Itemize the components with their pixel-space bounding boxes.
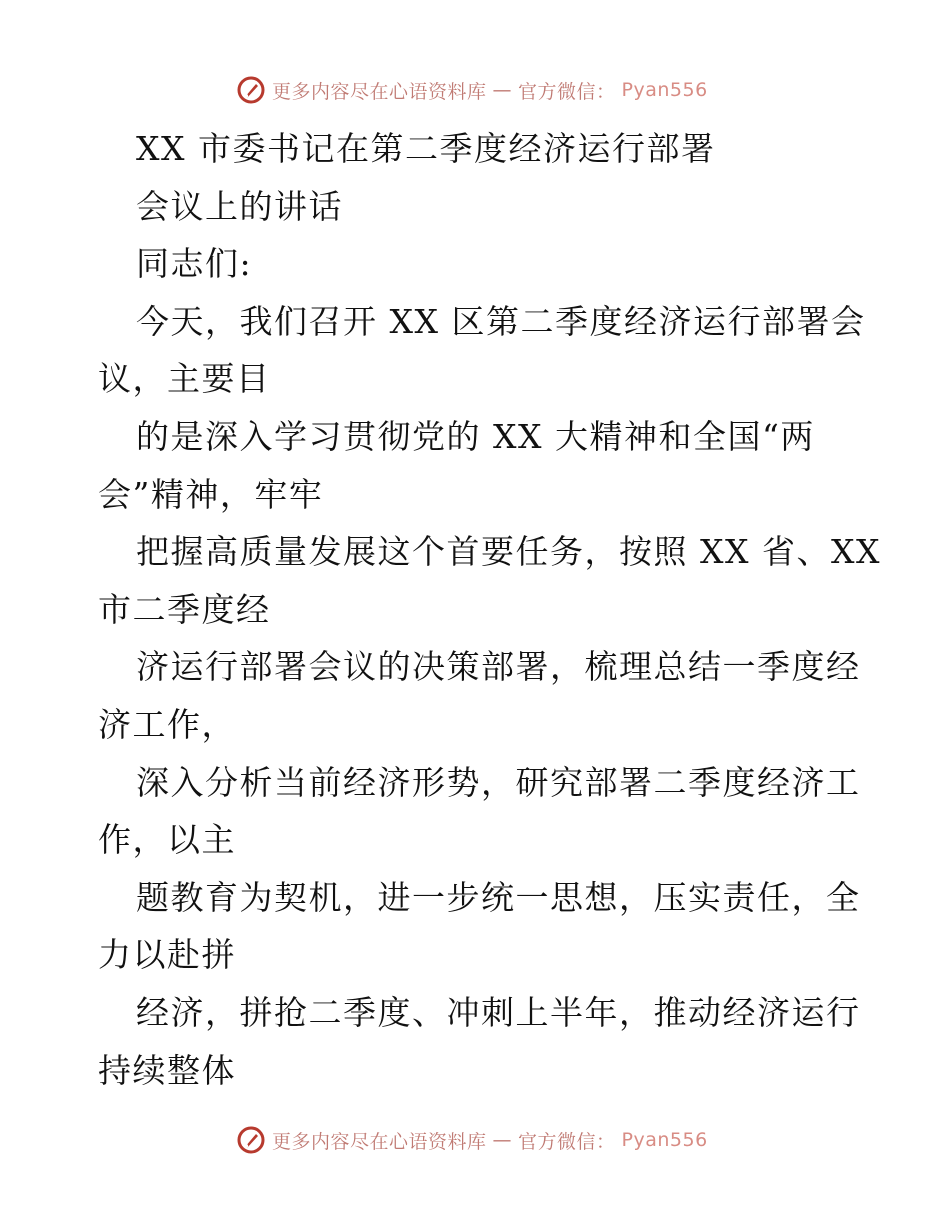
quill-logo-icon — [236, 75, 266, 105]
body-line: 今天，我们召开 XX 区第二季度经济运行部署会 — [136, 301, 866, 341]
body-line: 济工作， — [98, 704, 236, 744]
body-line: 作，以主 — [98, 820, 236, 860]
watermark-dash: — — [492, 79, 513, 101]
watermark-account: Pyan556 — [621, 1129, 708, 1151]
watermark-main-text: 更多内容尽在心语资料库 — [272, 1130, 487, 1153]
footer-watermark — [236, 1123, 708, 1157]
body-line: 济运行部署会议的决策部署，梳理总结一季度经 — [136, 647, 861, 687]
body-line: 市二季度经 — [98, 589, 271, 629]
body-line: 会”精神，牢牢 — [98, 474, 324, 514]
watermark-account-label: 官方微信： — [518, 1130, 616, 1153]
body-line: 经济，拼抢二季度、冲刺上半年，推动经济运行 — [136, 992, 861, 1032]
watermark-main-text: 更多内容尽在心语资料库 — [272, 80, 487, 103]
quill-logo-icon — [236, 1125, 266, 1155]
body-line: 议，主要目 — [98, 359, 271, 399]
body-line: 持续整体 — [98, 1050, 236, 1090]
body-line: 力以赴拼 — [98, 935, 236, 975]
watermark-dash: — — [492, 1129, 513, 1151]
header-watermark — [236, 73, 708, 107]
title-line-1: XX 市委书记在第二季度经济运行部署 — [136, 129, 716, 168]
body-line: 深入分析当前经济形势，研究部署二季度经济工 — [136, 762, 861, 802]
body-line: 把握高质量发展这个首要任务，按照 XX 省、XX — [136, 532, 881, 572]
document-body — [98, 120, 881, 1099]
body-line: 的是深入学习贯彻党的 XX 大精神和全国“两 — [136, 416, 815, 456]
title-line-2: 会议上的讲话 — [136, 186, 343, 226]
watermark-account-label: 官方微信： — [518, 80, 616, 103]
salutation: 同志们: — [136, 244, 253, 284]
body-line: 题教育为契机，进一步统一思想，压实责任，全 — [136, 877, 861, 917]
watermark-account: Pyan556 — [621, 79, 708, 101]
